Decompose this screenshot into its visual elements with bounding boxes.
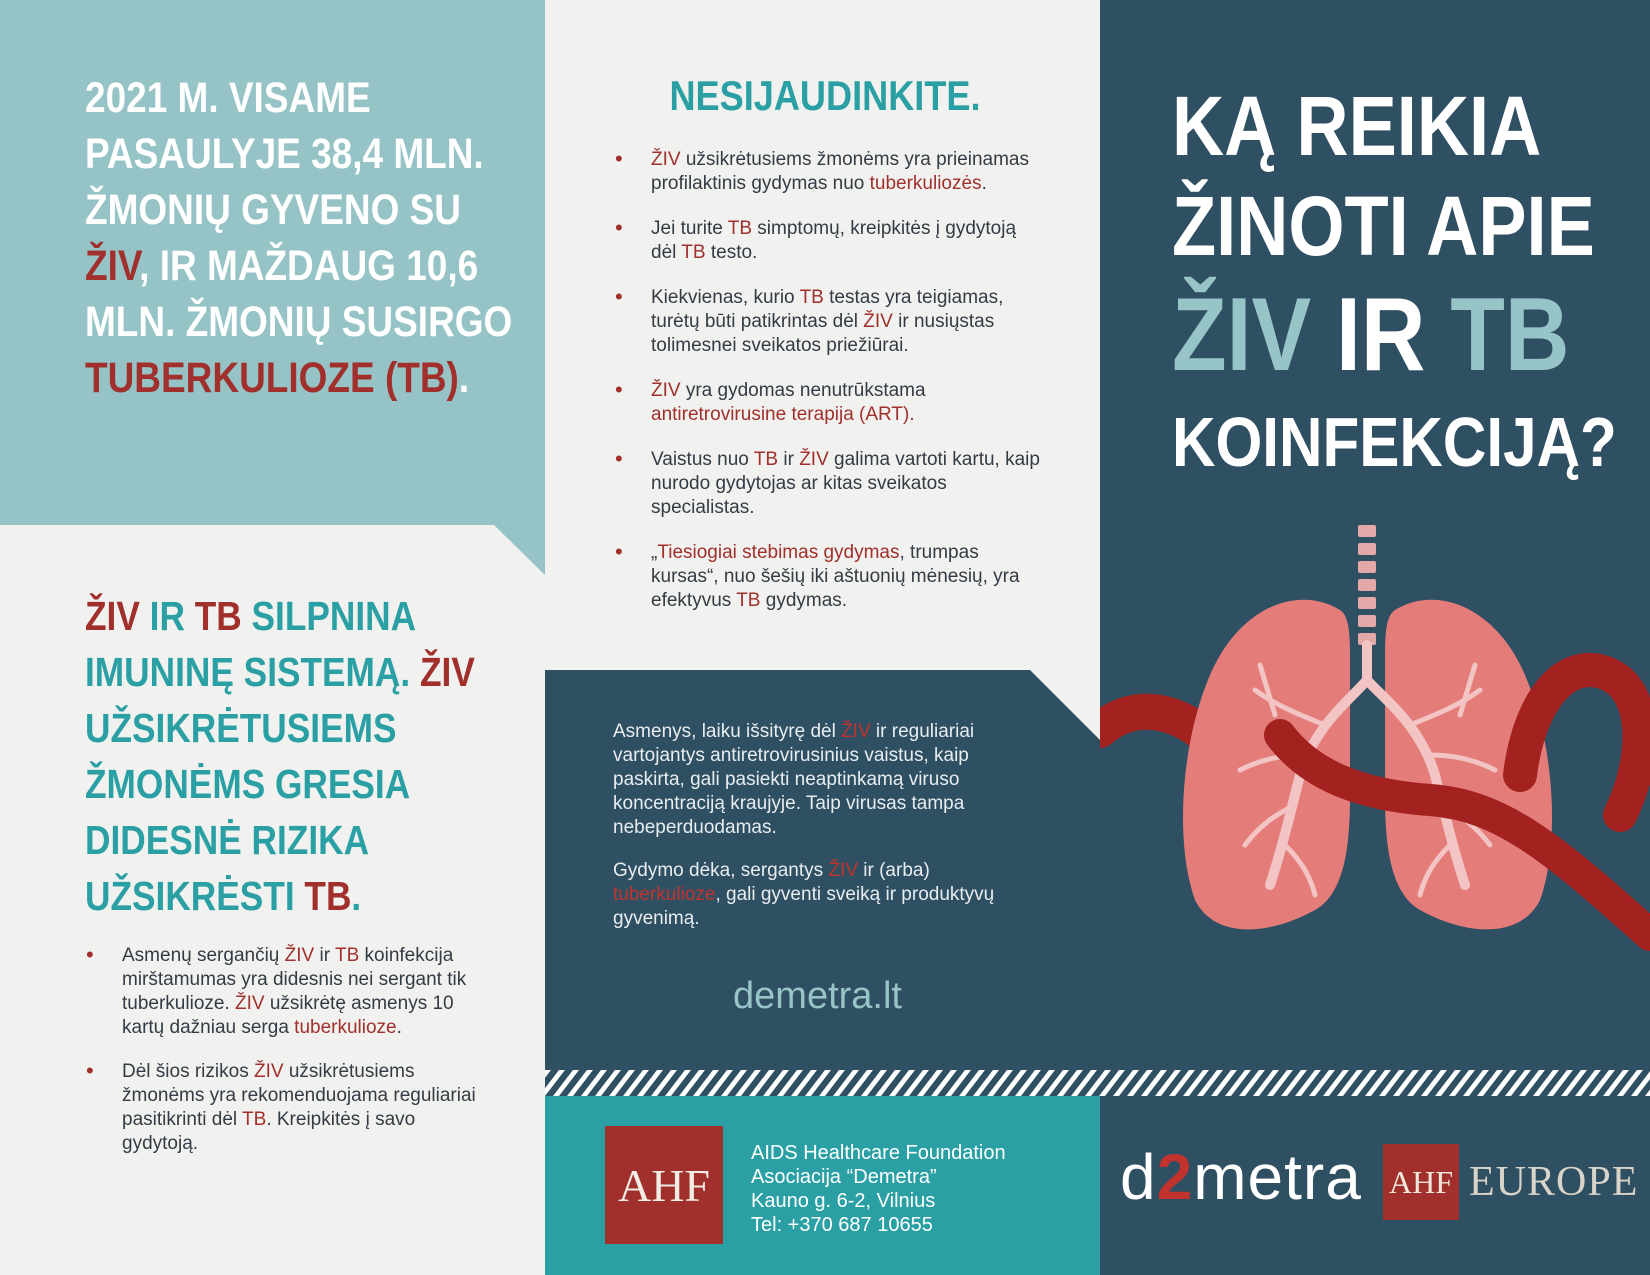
text-run: užsikrėtusiems žmonėms yra prieinamas profilaktinis gydymas nuo — [651, 149, 1030, 194]
text-run: gydymas. — [760, 590, 848, 611]
text-run: Gydymo dėka, sergantys — [613, 860, 829, 881]
text-run: užsikrėtę asmenys 10 kartų dažniau serga — [122, 993, 454, 1038]
bullet-item — [615, 541, 1045, 613]
text-run-teal: IR — [139, 593, 195, 639]
stripe — [1631, 1070, 1650, 1096]
demetra-logo-part: metra — [1193, 1141, 1362, 1213]
ahf-logo-text: AHF — [617, 1159, 711, 1211]
text-run: . — [981, 173, 987, 194]
text-run-red: ŽIV — [651, 149, 681, 170]
text-run-white: IR — [1311, 277, 1451, 393]
text-run-red: TB — [681, 242, 706, 263]
text-run: simptomų, kreipkitės į gydytoją dėl — [651, 218, 1017, 263]
demetra-logo-part: d — [1120, 1141, 1157, 1213]
cover-title-line: KĄ REIKIA — [1172, 79, 1542, 173]
text-run-red: ŽIV — [253, 1061, 284, 1082]
text-run-red: ŽIV — [284, 945, 315, 966]
text-run-red: antiretrovirusine terapija (ART). — [651, 404, 915, 425]
statistics-headline — [85, 70, 532, 406]
text-run-red: ŽIV — [85, 242, 140, 290]
text-run-red: tuberkulioze — [613, 884, 716, 905]
text-run: ir — [314, 945, 335, 966]
cover-title-line — [1172, 276, 1576, 394]
lungs-ribbon-illustration — [1100, 515, 1650, 995]
text-run-red: TUBERKULIOZE (TB) — [85, 354, 459, 402]
text-run-white: , IR MAŽDAUG 10,6 MLN. ŽMONIŲ SUSIRGO — [85, 242, 513, 346]
text-run-red: ŽIV — [863, 311, 893, 332]
text-run: yra gydomas nenutrūkstama — [680, 380, 926, 401]
text-run-red: TB — [194, 593, 242, 639]
healthy-life-paragraph — [613, 859, 1013, 931]
text-run: , trumpas kursas“, nuo šešių iki aštuonių mėnesių, yra efektyvus — [651, 542, 1020, 611]
text-run: koinfekcija mirštamumas yra didesnis nei sergant tik tuberkulioze. — [122, 945, 467, 1014]
bullet-item — [615, 286, 1045, 358]
text-run-red: tuberkuliozės — [869, 173, 982, 194]
trachea — [1358, 525, 1376, 645]
text-run-red: TB — [334, 945, 360, 966]
website-link[interactable]: demetra.lt — [733, 975, 902, 1017]
text-run: Vaistus nuo — [651, 449, 754, 470]
text-run: ir nusiųstas tolimesnei sveikatos priežiūrai. — [651, 311, 995, 356]
text-run-red: TB — [727, 218, 753, 239]
text-run-lteal: TB — [1450, 277, 1570, 393]
bullet-item — [615, 148, 1045, 196]
text-run-lteal: ŽIV — [1172, 277, 1312, 393]
text-run: , gali gyventi sveiką ir produktyvų gyvenimą. — [613, 884, 995, 929]
demetra-logo — [1120, 1140, 1362, 1214]
text-run: . — [396, 1017, 402, 1038]
bullet-item — [86, 1060, 486, 1156]
text-run-red: ŽIV — [799, 449, 829, 470]
text-run: galima vartoti kartu, kaip nurodo gydytojas ar kitas sveikatos specialistas. — [651, 449, 1040, 518]
cover-title-line: KOINFEKCIJĄ? — [1172, 403, 1617, 481]
text-run: Asmenų sergančių — [122, 945, 285, 966]
text-run: testas yra teigiamas, turėtų būti patikrintas dėl — [651, 287, 1004, 332]
text-run-red: TB — [242, 1109, 267, 1130]
text-run-teal: UŽSIKRĖTUSIEMS ŽMONĖMS GRESIA DIDESNĖ RIZIKA UŽSIKRĖSTI — [85, 705, 409, 919]
contact-block — [751, 1141, 1006, 1237]
weakening-headline — [85, 588, 567, 924]
text-run: Dėl šios rizikos — [122, 1061, 254, 1082]
text-run-red: tuberkulioze — [294, 1017, 397, 1038]
text-run: ir reguliariai vartojantys antiretrovirusinius vaistus, kaip paskirta, gali pasiekti neaptinkamą viruso koncentraciją kraujyje. Taip virusas tampa nebeperduodamas. — [613, 721, 975, 838]
undetectable-paragraph — [613, 720, 1013, 840]
text-run-red: ŽIV — [828, 860, 858, 881]
text-run-red: ŽIV — [419, 649, 475, 695]
text-run-red: ŽIV — [235, 993, 265, 1014]
ahf-europe-box: AHF — [1383, 1144, 1459, 1220]
speech-corner-shape — [1030, 670, 1100, 740]
contact-line: AIDS Healthcare Foundation — [751, 1142, 1006, 1164]
text-run-red: ŽIV — [651, 380, 681, 401]
bullet-item — [86, 944, 486, 1040]
bullet-item — [615, 448, 1045, 520]
ahf-logo — [605, 1126, 723, 1244]
text-run-white: . — [458, 354, 470, 402]
text-run: „ — [651, 542, 658, 563]
text-run: . Kreipkitės į savo gydytoją. — [122, 1109, 416, 1154]
ahf-europe-logo — [1383, 1144, 1638, 1220]
text-run: užsikrėtusiems žmonėms yra rekomenduojama reguliariai pasitikrinti dėl — [122, 1061, 476, 1130]
text-run-red: TB — [753, 449, 779, 470]
bullet-item — [615, 217, 1045, 265]
text-run-red: Tiesiogiai stebimas gydymas — [657, 542, 900, 563]
cover-title — [1172, 76, 1617, 490]
bullet-item — [615, 379, 1045, 427]
text-run: Kiekvienas, kurio — [651, 287, 800, 308]
middle-bullet-list — [615, 148, 1045, 634]
europe-text: EUROPE — [1469, 1159, 1639, 1205]
left-bullet-list — [86, 944, 486, 1176]
text-run-teal: SILPNINA IMUNINĘ SISTEMĄ. — [85, 593, 420, 695]
text-run: Asmenys, laiku išsityrę dėl — [613, 721, 842, 742]
contact-line: Asociacija “Demetra” — [751, 1166, 937, 1188]
contact-line: Kauno g. 6-2, Vilnius — [751, 1190, 936, 1212]
text-run-red: TB — [736, 590, 761, 611]
text-run-teal: . — [351, 873, 362, 919]
text-run: ir (arba) — [858, 860, 930, 881]
text-run-red: TB — [304, 873, 352, 919]
text-run: Jei turite — [651, 218, 728, 239]
text-run: ir — [778, 449, 800, 470]
cover-title-line: ŽINOTI APIE — [1172, 179, 1595, 273]
text-run-red: ŽIV — [841, 721, 871, 742]
text-run: testo. — [705, 242, 758, 263]
contact-line: Tel: +370 687 10655 — [751, 1214, 933, 1236]
text-run-white: 2021 M. VISAME PASAULYJE 38,4 MLN. ŽMONIŲ GYVENO SU — [85, 74, 484, 234]
striped-divider — [545, 1070, 1650, 1096]
demetra-ribbon-mark: 2 — [1156, 1141, 1194, 1213]
text-run-red: ŽIV — [85, 593, 140, 639]
text-run-red: TB — [799, 287, 824, 308]
middle-title: NESIJAUDINKITE. — [669, 72, 981, 119]
